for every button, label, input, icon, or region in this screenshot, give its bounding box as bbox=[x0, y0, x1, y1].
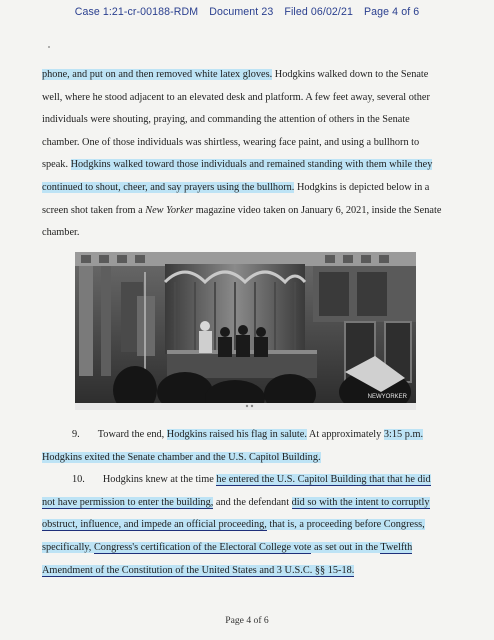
highlighted-underlined-text: Amendment of the Constitution of the United States and 3 U.S.C. §§ 15-18. bbox=[42, 564, 355, 576]
text-line bbox=[42, 537, 462, 560]
highlighted-text: phone, and put on and then removed white latex gloves. bbox=[42, 69, 273, 80]
text-line bbox=[42, 447, 462, 470]
highlighted-text: Hodgkins raised his flag in salute. bbox=[166, 429, 307, 440]
highlighted-underlined-text: Congress's certification of the Electoral College vote bbox=[93, 541, 312, 553]
scan-speck bbox=[48, 46, 50, 48]
highlighted-underlined-text: not have permission to enter the building, bbox=[42, 496, 214, 508]
highlighted-underlined-text: did so with the intent to corruptly bbox=[291, 496, 430, 508]
screenshot-illustration bbox=[75, 252, 416, 410]
highlighted-text: continued to shout, cheer, and say prayers using the bullhorn. bbox=[42, 181, 295, 193]
text-line: well, where he stood adjacent to an elevated desk and platform. A few feet away, several other bbox=[42, 91, 430, 103]
paragraph-number: 10. bbox=[72, 474, 85, 486]
paragraph-number: 9. bbox=[72, 429, 80, 440]
paragraph-8 bbox=[42, 64, 462, 245]
highlighted-underlined-text: obstruct, influence, and impede an official proceeding, bbox=[42, 519, 267, 531]
text-line: continued to shout, cheer, and say prayers using the bullhorn. Hodgkins is depicted below in a bbox=[42, 181, 430, 193]
text-line: phone, and put on and then removed white latex gloves. Hodgkins walked down to the Senate bbox=[42, 69, 429, 80]
highlighted-text: 3:15 p.m. bbox=[383, 429, 424, 440]
text-line: chamber. One of those individuals was shirtless, wearing face paint, and using a bullhorn to bbox=[42, 136, 420, 148]
text-line: chamber. bbox=[42, 227, 80, 239]
document-number: Document 23 bbox=[209, 6, 274, 18]
text-line: screen shot taken from a New Yorker magazine video taken on January 6, 2021, inside the Senate bbox=[42, 204, 442, 216]
case-number: Case 1:21-cr-00188-RDM bbox=[74, 6, 199, 18]
paragraphs-9-10 bbox=[42, 424, 462, 582]
text-line: speak. Hodgkins walked toward those individuals and remained standing with them while they bbox=[42, 159, 433, 171]
highlighted-text: that is, a proceeding before Congress, bbox=[266, 519, 425, 531]
senate-chamber-screenshot bbox=[75, 252, 416, 410]
highlighted-text: Hodgkins exited the Senate chamber and the U.S. Capitol Building. bbox=[42, 451, 321, 463]
text-line: 10. Hodgkins knew at the time he entered the U.S. Capitol Building that that he did bbox=[72, 474, 431, 486]
publication-title: New Yorker bbox=[145, 204, 194, 216]
text-line bbox=[42, 560, 462, 583]
highlighted-underlined-text: Twelfth bbox=[380, 541, 413, 553]
video-watermark: NEWYORKER bbox=[367, 394, 407, 400]
highlighted-text: specifically, bbox=[42, 541, 94, 553]
highlighted-text: Hodgkins walked toward those individuals and remained standing with them while they bbox=[70, 159, 433, 171]
text-line: not have permission to enter the building, and the defendant did so with the intent to corruptly bbox=[42, 496, 430, 508]
filed-date: Filed 06/02/21 bbox=[284, 6, 353, 18]
highlighted-text: as set out in the bbox=[311, 541, 381, 553]
text-line bbox=[42, 514, 462, 537]
footer-page-number: Page 4 of 6 bbox=[225, 615, 269, 626]
text-line: individuals were shouting, praying, and commanding the attention of others in the Senate bbox=[42, 114, 410, 126]
court-filing-header bbox=[0, 6, 494, 18]
text-line: 9. Toward the end, Hodgkins raised his flag in salute. At approximately 3:15 p.m. bbox=[72, 429, 424, 440]
header-page-number: Page 4 of 6 bbox=[364, 6, 420, 18]
highlighted-underlined-text: he entered the U.S. Capitol Building that that he did bbox=[216, 474, 431, 486]
